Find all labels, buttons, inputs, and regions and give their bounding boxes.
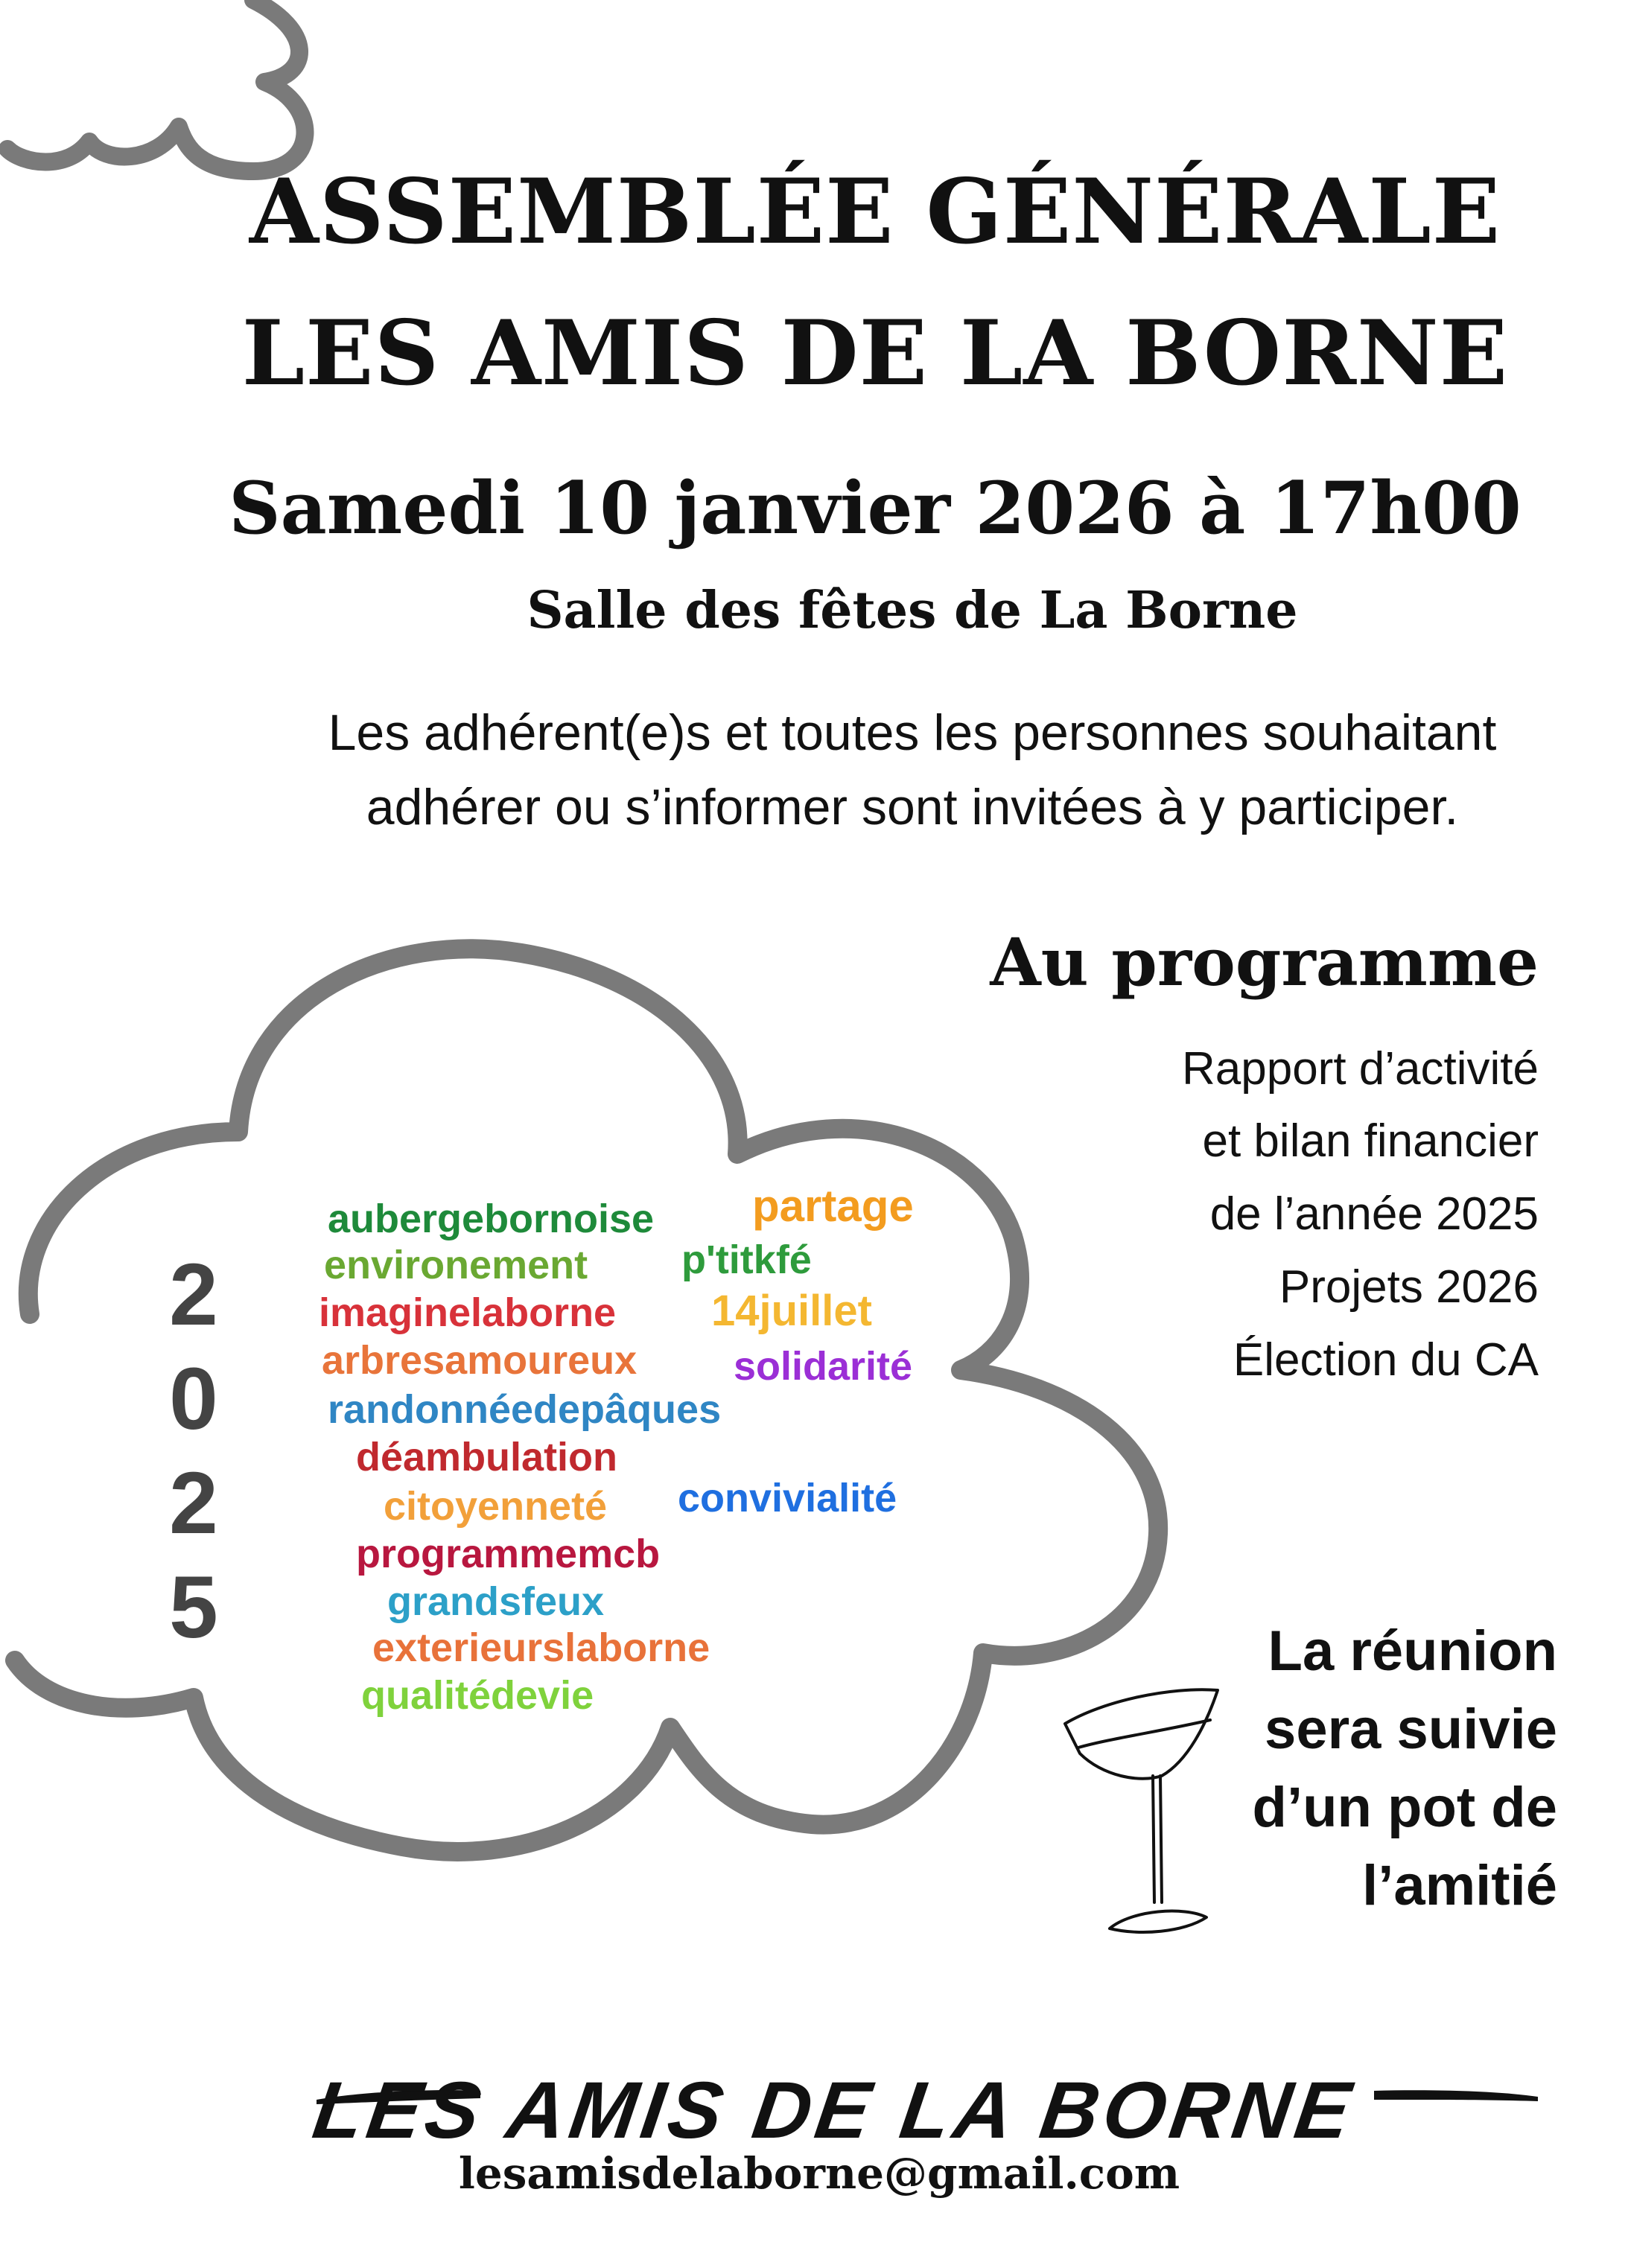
- cocktail-glass-icon: [1058, 1679, 1229, 1947]
- year-digit: 2: [169, 1246, 218, 1344]
- cloud-word: arbresamoureux: [322, 1338, 637, 1383]
- cloud-word: exterieurslaborne: [372, 1625, 710, 1670]
- programme-item: de l’année 2025: [1209, 1188, 1539, 1240]
- pot-line: l’amitié: [1362, 1854, 1557, 1917]
- programme-item: Projets 2026: [1279, 1261, 1539, 1313]
- pot-line: d’un pot de: [1252, 1776, 1557, 1839]
- cloud-word: aubergebornoise: [328, 1197, 655, 1241]
- title-line-1: ASSEMBLÉE GÉNÉRALE: [249, 159, 1501, 264]
- intro-line-2: adhérer ou s’informer sont invitées à y participer.: [366, 779, 1459, 835]
- contact-email[interactable]: lesamisdelaborne@gmail.com: [458, 2148, 1180, 2199]
- event-venue: Salle des fêtes de La Borne: [527, 581, 1298, 640]
- cloud-word: imaginelaborne: [319, 1290, 617, 1335]
- cloud-word: qualitédevie: [361, 1673, 594, 1718]
- cloud-word: partage: [752, 1181, 914, 1231]
- event-date: Samedi 10 janvier 2026 à 17h00: [229, 466, 1522, 550]
- logo-right-stroke: [1370, 2077, 1542, 2115]
- cloud-word: p'titkfé: [681, 1237, 812, 1282]
- programme-item: Rapport d’activité: [1181, 1043, 1539, 1095]
- cloud-word: randonnéedepâques: [328, 1387, 722, 1432]
- pot-line: La réunion: [1268, 1619, 1557, 1683]
- intro-line-1: Les adhérent(e)s et toutes les personnes souhaitant: [328, 704, 1497, 761]
- year-digit: 2: [169, 1454, 218, 1552]
- programme-item: et bilan financier: [1202, 1115, 1539, 1167]
- programme-item: Élection du CA: [1233, 1334, 1539, 1386]
- footer-logo-text: LES AMIS DE LA BORNE: [308, 2065, 1361, 2155]
- title-line-2: LES AMIS DE LA BORNE: [241, 301, 1509, 406]
- pot-line: sera suivie: [1265, 1698, 1557, 1761]
- cloud-word: convivialité: [678, 1476, 897, 1520]
- cloud-word: citoyenneté: [384, 1484, 608, 1529]
- cloud-word: programmemcb: [356, 1532, 661, 1576]
- cloud-word: solidarité: [734, 1344, 913, 1389]
- year-digit: 5: [169, 1558, 218, 1657]
- cloud-word: déambulation: [356, 1435, 618, 1479]
- year-digit: 0: [169, 1350, 218, 1448]
- cloud-word: 14juillet: [711, 1287, 872, 1335]
- cloud-word: environement: [324, 1243, 588, 1287]
- cloud-word: grandsfeux: [387, 1579, 605, 1624]
- programme-heading: Au programme: [990, 923, 1539, 1001]
